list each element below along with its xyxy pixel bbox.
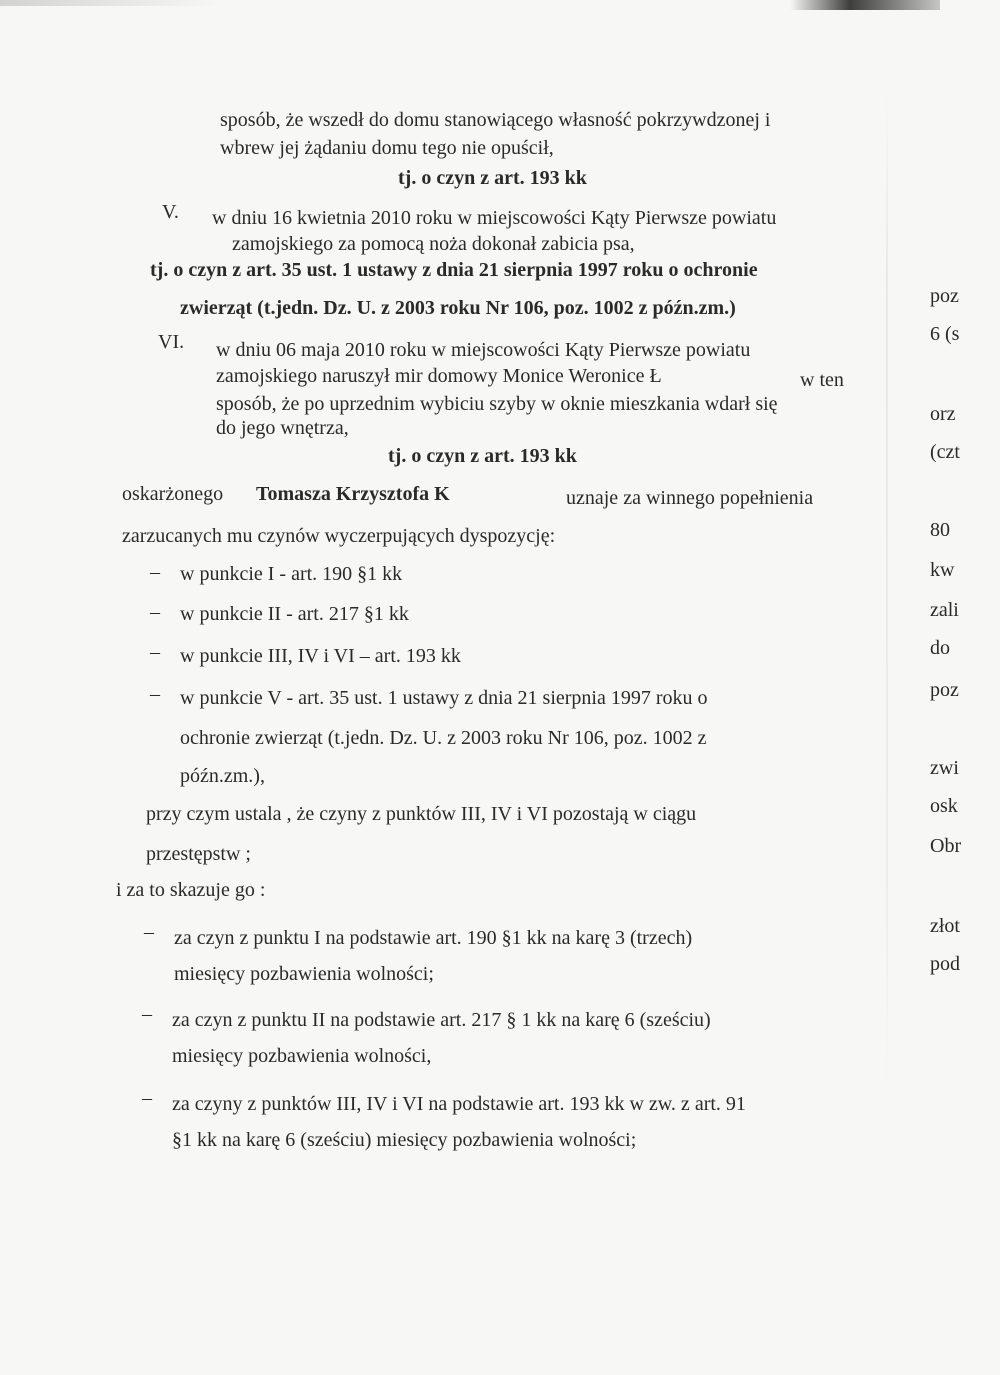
text-line: w dniu 16 kwietnia 2010 roku w miejscowości Kąty Pierwsze powiatu <box>212 207 777 229</box>
adjacent-page-fragment: pod <box>930 953 960 975</box>
sentence-item: za czyn z punktu I na podstawie art. 190 §1 kk na karę 3 (trzech) <box>174 927 693 949</box>
adjacent-page-fragment: (czt <box>930 441 960 463</box>
adjacent-page-fragment: 6 (s <box>930 323 960 345</box>
defendant-name: Tomasza Krzysztofa K <box>256 483 450 505</box>
list-item: w punkcie V - art. 35 ust. 1 ustawy z dnia 21 sierpnia 1997 roku o <box>180 687 708 709</box>
list-dash: – <box>150 683 160 705</box>
sentence-item-continued: miesięcy pozbawienia wolności, <box>172 1045 432 1067</box>
adjacent-page-fragment: zwi <box>930 757 959 779</box>
text-line: zamojskiego naruszył mir domowy Monice Weronice Ł <box>216 365 662 387</box>
list-item: w punkcie II - art. 217 §1 kk <box>180 603 409 625</box>
item-number-vi: VI. <box>158 331 185 353</box>
text-line: uznaje za winnego popełnienia <box>566 487 814 509</box>
text-line: do jego wnętrza, <box>216 417 349 439</box>
sentence-item: za czyny z punktów III, IV i VI na podstawie art. 193 kk w zw. z art. 91 <box>172 1093 746 1115</box>
scan-shadow-top-left <box>0 0 220 6</box>
charge-qualification: tj. o czyn z art. 35 ust. 1 ustawy z dnia 21 sierpnia 1997 roku o ochronie <box>150 259 758 281</box>
list-dash: – <box>150 641 160 663</box>
charge-qualification: zwierząt (t.jedn. Dz. U. z 2003 roku Nr 106, poz. 1002 z późn.zm.) <box>180 297 736 319</box>
sentence-item: za czyn z punktu II na podstawie art. 217 § 1 kk na karę 6 (sześciu) <box>172 1009 711 1031</box>
text-line: sposób, że po uprzednim wybiciu szyby w oknie mieszkania wdarł się <box>216 393 778 415</box>
charge-qualification: tj. o czyn z art. 193 kk <box>398 167 587 189</box>
adjacent-page-fragment: poz <box>930 285 959 307</box>
text-line: wbrew jej żądaniu domu tego nie opuścił, <box>220 137 554 159</box>
text-line: i za to skazuje go : <box>116 879 266 901</box>
text-line: sposób, że wszedł do domu stanowiącego własność pokrzywdzonej i <box>220 109 771 131</box>
adjacent-page-fragment: poz <box>930 679 959 701</box>
adjacent-page-fragment: złot <box>930 915 960 937</box>
list-item: w punkcie III, IV i VI – art. 193 kk <box>180 645 461 667</box>
item-number-v: V. <box>162 201 179 223</box>
sentence-item-continued: miesięcy pozbawienia wolności; <box>174 963 434 985</box>
adjacent-page-fragment: kw <box>930 559 955 581</box>
text-line: przestępstw ; <box>146 843 251 865</box>
adjacent-page-fragment: osk <box>930 795 958 817</box>
list-dash: – <box>150 561 160 583</box>
list-dash: – <box>142 1003 152 1025</box>
text-line: w dniu 06 maja 2010 roku w miejscowości Kąty Pierwsze powiatu <box>216 339 751 361</box>
text-line: przy czym ustala , że czyny z punktów III, IV i VI pozostają w ciągu <box>146 803 697 825</box>
scan-shadow-top-right <box>790 0 940 10</box>
list-item: w punkcie I - art. 190 §1 kk <box>180 563 403 585</box>
adjacent-page-fragment: zali <box>930 599 959 621</box>
list-dash: – <box>142 1087 152 1109</box>
page-fold-line <box>886 90 888 1090</box>
adjacent-page-fragment: orz <box>930 403 956 425</box>
list-dash: – <box>144 921 154 943</box>
text-line: zamojskiego za pomocą noża dokonał zabicia psa, <box>232 233 635 255</box>
adjacent-page-fragment: 80 <box>930 519 950 541</box>
list-item-continued: ochronie zwierząt (t.jedn. Dz. U. z 2003 roku Nr 106, poz. 1002 z <box>180 727 707 749</box>
text-line: w ten <box>800 369 844 391</box>
charge-qualification: tj. o czyn z art. 193 kk <box>388 445 577 467</box>
adjacent-page-fragment: Obr <box>930 835 962 857</box>
text-line: oskarżonego <box>122 483 224 505</box>
list-dash: – <box>150 601 160 623</box>
list-item-continued: późn.zm.), <box>180 765 265 787</box>
adjacent-page-fragment: do <box>930 637 950 659</box>
sentence-item-continued: §1 kk na karę 6 (sześciu) miesięcy pozbawienia wolności; <box>172 1129 637 1151</box>
text-line: zarzucanych mu czynów wyczerpujących dyspozycję: <box>122 525 556 547</box>
